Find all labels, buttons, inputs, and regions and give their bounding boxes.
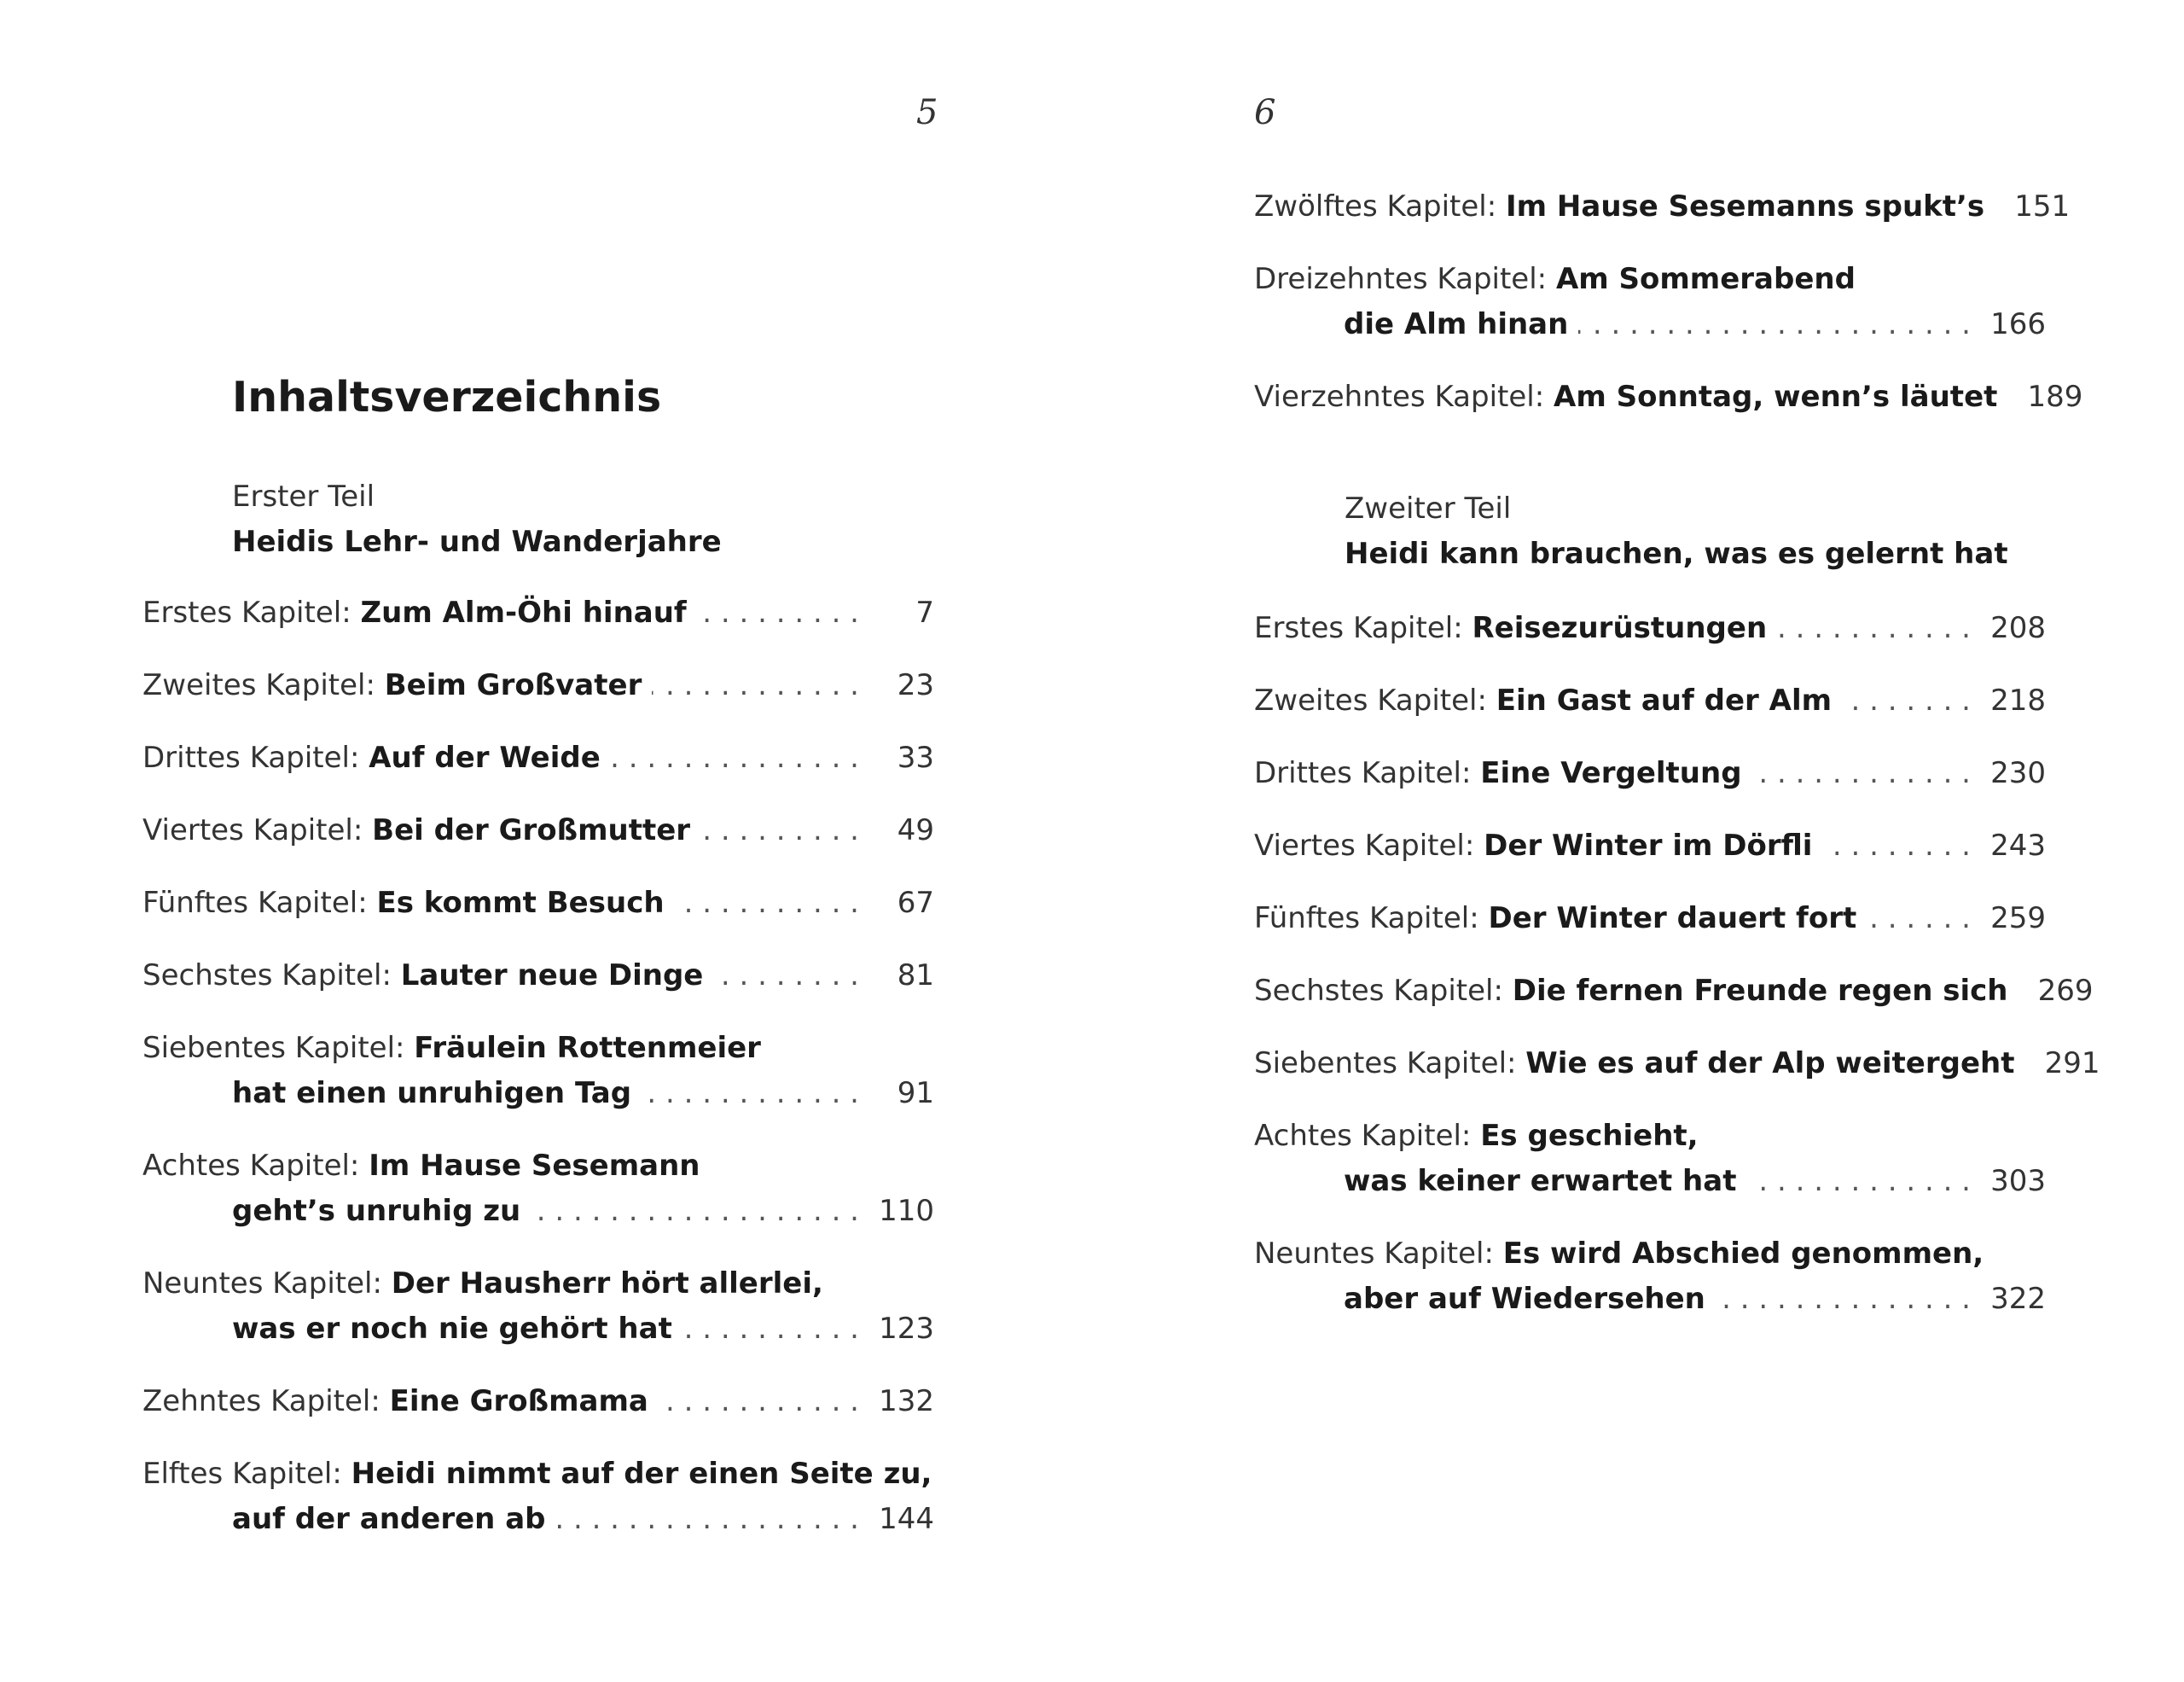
toc-list-left <box>142 591 934 1569</box>
chapter-title: Reisezurüstungen <box>1472 611 1768 645</box>
chapter-title: Bei der Großmutter <box>372 813 691 847</box>
toc-entry-line <box>1254 1231 2046 1277</box>
chapter-label: Achtes Kapitel: <box>1254 1119 1472 1153</box>
chapter-label: Erstes Kapitel: <box>1254 611 1463 645</box>
chapter-title: Der Hausherr hört allerlei, <box>391 1266 823 1301</box>
chapter-title-continued: was er noch nie gehört hat <box>232 1312 672 1346</box>
chapter-title-continued: geht’s unruhig zu <box>232 1194 521 1228</box>
toc-entry-line <box>1254 1159 2046 1204</box>
toc-entry <box>142 736 934 781</box>
toc-entry <box>142 808 934 853</box>
toc-entry-line <box>1254 302 2046 347</box>
chapter-label: Zwölftes Kapitel: <box>1254 189 1497 224</box>
dot-leader <box>659 1379 859 1424</box>
toc-list-right <box>1254 606 2100 1349</box>
chapter-title: Eine Großmama <box>389 1384 648 1418</box>
page-number: 144 <box>879 1502 934 1536</box>
dot-leader <box>1716 1277 1971 1322</box>
chapter-label: Drittes Kapitel: <box>1254 756 1472 790</box>
chapter-title-continued: hat einen unruhigen Tag <box>232 1076 632 1110</box>
page-number: 303 <box>1990 1164 2046 1198</box>
toc-entry-line <box>1254 824 2046 869</box>
chapter-label: Viertes Kapitel: <box>1254 829 1475 863</box>
chapter-label: Erstes Kapitel: <box>142 596 351 630</box>
toc-entry-line <box>1254 257 2046 302</box>
toc-entry-line <box>1254 896 2046 941</box>
chapter-title: Im Hause Sesemanns spukt’s <box>1506 189 1985 224</box>
chapter-title: Eine Vergeltung <box>1480 756 1742 790</box>
page-number: 49 <box>897 813 934 847</box>
toc-entry-line <box>142 1452 934 1497</box>
toc-entry-line <box>142 881 934 926</box>
part-title: Heidis Lehr- und Wanderjahre <box>232 525 722 559</box>
part-title: Heidi kann brauchen, was es gelernt hat <box>1345 537 2008 571</box>
toc-entry <box>142 1144 934 1234</box>
toc-entry-line <box>142 1307 934 1352</box>
toc-entry-line <box>1254 184 2071 230</box>
chapter-label: Neuntes Kapitel: <box>1254 1237 1494 1271</box>
dot-leader <box>642 1071 859 1116</box>
toc-list-right-continued <box>1254 184 2083 447</box>
toc-entry <box>142 1379 934 1424</box>
dot-leader <box>531 1189 859 1234</box>
page-number: 7 <box>915 596 934 630</box>
toc-entry <box>1254 896 2046 941</box>
toc-entry <box>1254 1114 2046 1204</box>
chapter-title-continued: die Alm hinan <box>1344 307 1569 341</box>
dot-leader <box>1578 302 1971 347</box>
toc-entry <box>142 663 934 708</box>
page-number: 322 <box>1990 1282 2046 1316</box>
page-number: 208 <box>1990 611 2046 645</box>
chapter-title: Es wird Abschied genommen, <box>1502 1237 1984 1271</box>
dot-leader <box>652 663 859 708</box>
toc-entry <box>1254 678 2046 724</box>
toc-entry-line <box>1254 1041 2100 1086</box>
part-heading-2 <box>1345 486 2008 577</box>
page-number: 67 <box>897 886 934 920</box>
chapter-label: Sechstes Kapitel: <box>1254 974 1503 1008</box>
toc-entry <box>142 591 934 636</box>
dot-leader <box>700 808 859 853</box>
chapter-label: Achtes Kapitel: <box>142 1149 360 1183</box>
toc-entry <box>1254 1231 2046 1322</box>
toc-entry <box>1254 184 2071 230</box>
toc-entry-line <box>1254 375 2083 420</box>
chapter-label: Zweites Kapitel: <box>1254 684 1487 718</box>
chapter-title: Zum Alm-Öhi hinauf <box>360 596 687 630</box>
dot-leader <box>1752 751 1971 796</box>
dot-leader <box>1746 1159 1971 1204</box>
page-number: 189 <box>2027 380 2083 414</box>
toc-entry-line <box>142 1497 934 1542</box>
page-number: 230 <box>1990 756 2046 790</box>
toc-entry <box>1254 824 2046 869</box>
chapter-label: Vierzehntes Kapitel: <box>1254 380 1545 414</box>
chapter-title: Wie es auf der Alp weitergeht <box>1525 1046 2015 1080</box>
page-number: 259 <box>1990 901 2046 935</box>
chapter-title: Am Sonntag, wenn’s läutet <box>1554 380 1998 414</box>
chapter-title: Der Winter im Dörfli <box>1484 829 1813 863</box>
toc-title: Inhaltsverzeichnis <box>232 372 662 422</box>
chapter-title-continued: aber auf Wiedersehen <box>1344 1282 1705 1316</box>
chapter-title: Ein Gast auf der Alm <box>1496 684 1833 718</box>
chapter-label: Viertes Kapitel: <box>142 813 363 847</box>
part-label: Zweiter Teil <box>1345 492 1512 526</box>
toc-entry-line <box>142 1026 934 1071</box>
page-number: 91 <box>897 1076 934 1110</box>
chapter-title: Auf der Weide <box>369 741 601 775</box>
toc-entry-line <box>1254 1277 2046 1322</box>
dot-leader <box>1842 678 1971 724</box>
dot-leader <box>1777 606 1971 651</box>
toc-entry <box>142 1261 934 1352</box>
chapter-label: Neuntes Kapitel: <box>142 1266 382 1301</box>
part-heading-1 <box>232 474 722 565</box>
toc-entry <box>142 1026 934 1116</box>
chapter-label: Sechstes Kapitel: <box>142 958 392 992</box>
page-number: 33 <box>897 741 934 775</box>
toc-entry-line <box>142 591 934 636</box>
chapter-label: Fünftes Kapitel: <box>1254 901 1479 935</box>
chapter-label: Fünftes Kapitel: <box>142 886 368 920</box>
toc-entry-line <box>1254 606 2046 651</box>
toc-entry-line <box>142 663 934 708</box>
page-number: 151 <box>2014 189 2071 224</box>
chapter-label: Elftes Kapitel: <box>142 1457 342 1491</box>
page-number: 269 <box>2037 974 2094 1008</box>
page-number: 166 <box>1990 307 2046 341</box>
page-number: 243 <box>1990 829 2046 863</box>
chapter-label: Siebentes Kapitel: <box>142 1031 405 1065</box>
toc-entry-line <box>1254 751 2046 796</box>
chapter-title: Beim Großvater <box>384 668 642 702</box>
toc-entry <box>1254 606 2046 651</box>
chapter-label: Zehntes Kapitel: <box>142 1384 380 1418</box>
page-number: 81 <box>897 958 934 992</box>
dot-leader <box>1867 896 1971 941</box>
toc-entry <box>1254 1041 2100 1086</box>
chapter-title: Fräulein Rottenmeier <box>414 1031 761 1065</box>
chapter-title: Heidi nimmt auf der einen Seite zu, <box>351 1457 932 1491</box>
chapter-label: Dreizehntes Kapitel: <box>1254 262 1548 296</box>
toc-entry <box>1254 375 2083 420</box>
page-number: 23 <box>897 668 934 702</box>
dot-leader <box>682 1307 859 1352</box>
chapter-title-continued: auf der anderen ab <box>232 1502 546 1536</box>
chapter-title: Im Hause Sesemann <box>369 1149 700 1183</box>
dot-leader <box>675 881 859 926</box>
chapter-label: Drittes Kapitel: <box>142 741 360 775</box>
toc-entry-line <box>142 1261 934 1307</box>
chapter-title: Lauter neue Dinge <box>400 958 704 992</box>
dot-leader <box>697 591 859 636</box>
toc-entry-line <box>142 736 934 781</box>
page-number: 123 <box>879 1312 934 1346</box>
toc-entry-line <box>1254 969 2094 1014</box>
toc-entry <box>1254 257 2046 347</box>
toc-entry-line <box>142 1379 934 1424</box>
part-label: Erster Teil <box>232 480 375 514</box>
dot-leader <box>611 736 859 781</box>
toc-entry-line <box>1254 678 2046 724</box>
toc-entry <box>1254 969 2094 1014</box>
page-number: 110 <box>879 1194 934 1228</box>
chapter-title: Der Winter dauert fort <box>1488 901 1857 935</box>
page-number: 291 <box>2044 1046 2100 1080</box>
chapter-label: Zweites Kapitel: <box>142 668 375 702</box>
chapter-title: Es geschieht, <box>1480 1119 1699 1153</box>
toc-entry-line <box>142 1071 934 1116</box>
toc-entry-line <box>142 953 934 998</box>
chapter-label: Siebentes Kapitel: <box>1254 1046 1517 1080</box>
toc-entry-line <box>142 1189 934 1234</box>
chapter-title-continued: was keiner erwartet hat <box>1344 1164 1737 1198</box>
toc-entry <box>142 1452 934 1542</box>
toc-entry <box>142 881 934 926</box>
toc-entry-line <box>142 1144 934 1189</box>
page-number: 132 <box>879 1384 934 1418</box>
toc-entry-line <box>142 808 934 853</box>
page-number: 218 <box>1990 684 2046 718</box>
dot-leader <box>713 953 859 998</box>
toc-entry <box>142 953 934 998</box>
toc-entry-line <box>1254 1114 2046 1159</box>
chapter-title: Am Sommerabend <box>1555 262 1856 296</box>
chapter-title: Die fernen Freunde regen sich <box>1512 974 2008 1008</box>
toc-entry <box>1254 751 2046 796</box>
page-number-left: 5 <box>916 93 938 132</box>
dot-leader <box>555 1497 859 1542</box>
page-number-right: 6 <box>1254 93 1276 132</box>
dot-leader <box>1822 824 1971 869</box>
chapter-title: Es kommt Besuch <box>376 886 665 920</box>
